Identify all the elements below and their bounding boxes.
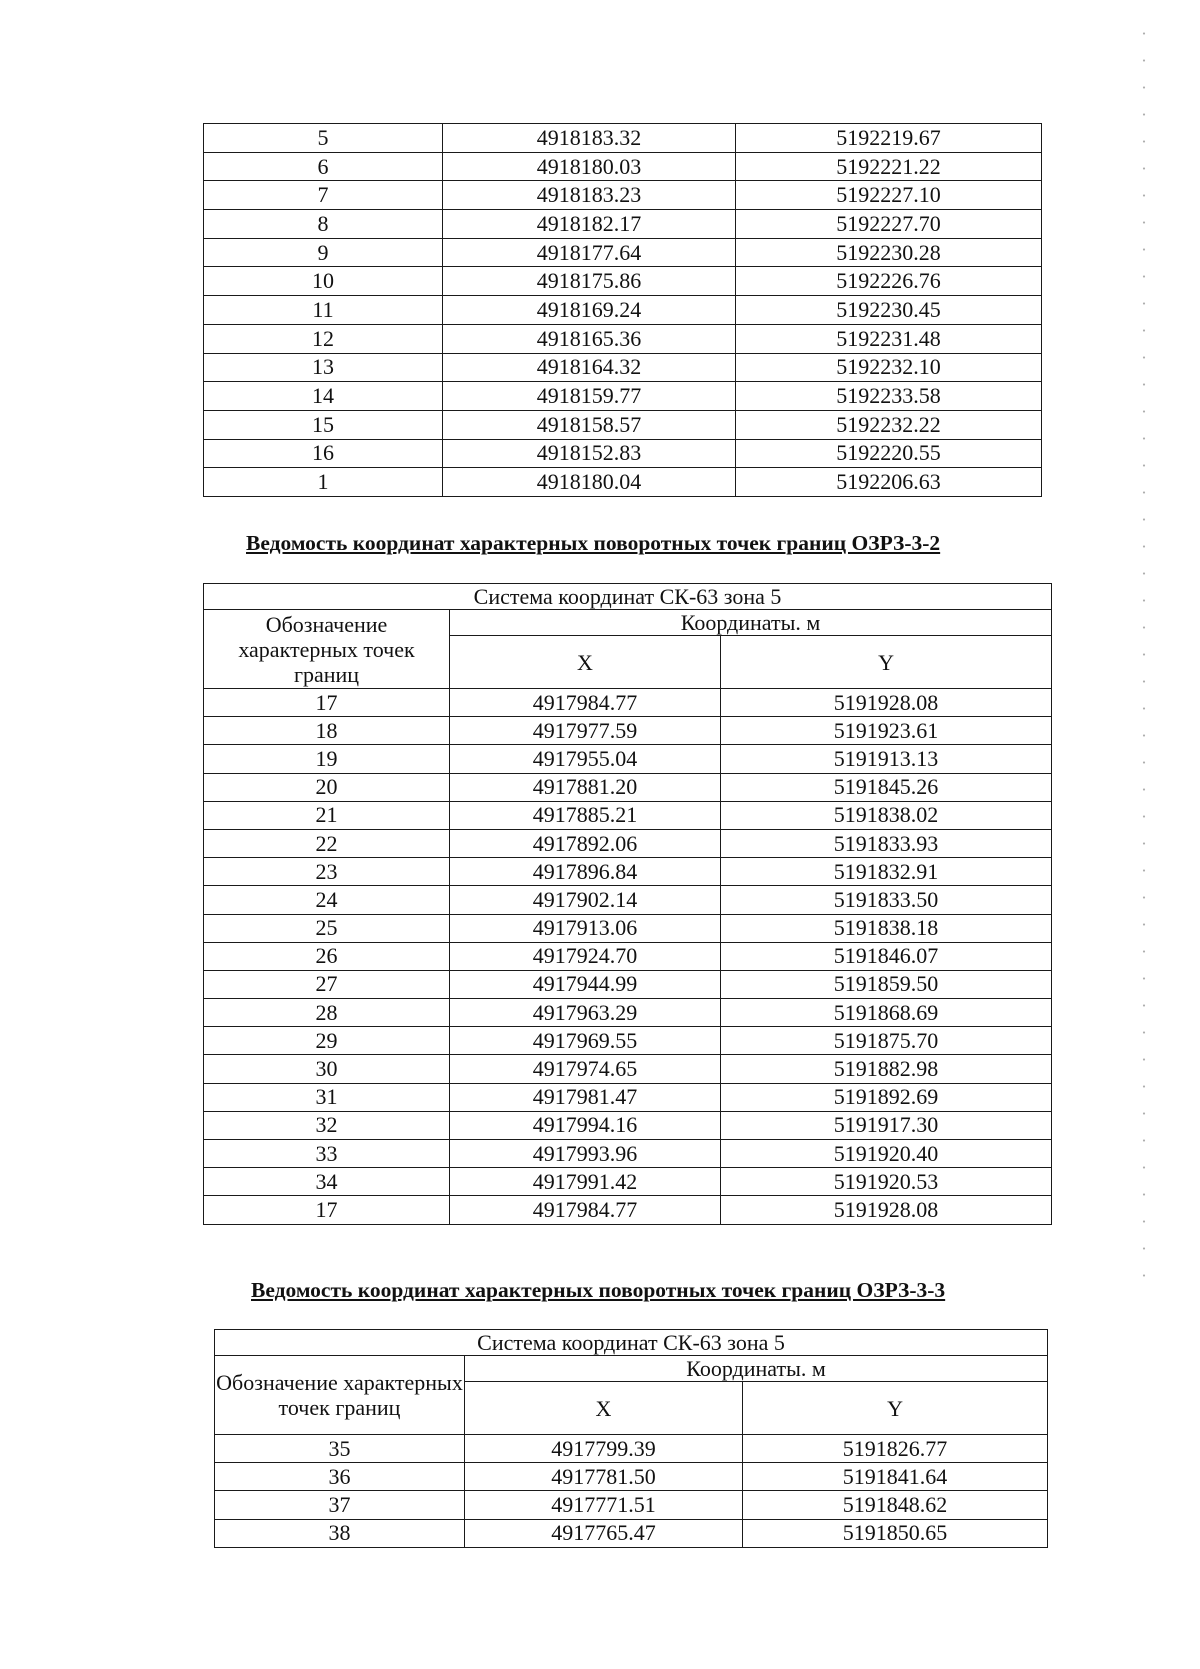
table-row — [204, 970, 1052, 998]
y-coordinate-cell: 5192219.67 — [736, 124, 1042, 153]
point-number-cell: 16 — [204, 439, 443, 468]
point-number-cell: 13 — [204, 353, 443, 382]
header-row-coords — [215, 1356, 1048, 1382]
point-number-cell: 27 — [204, 970, 450, 998]
x-coordinate-cell: 4917881.20 — [450, 773, 721, 801]
point-number-cell: 21 — [204, 801, 450, 829]
point-number-cell: 17 — [204, 1196, 450, 1224]
table-row — [204, 124, 1042, 153]
point-number-cell: 35 — [215, 1435, 465, 1463]
y-coordinate-cell: 5191917.30 — [721, 1111, 1052, 1139]
table-row — [204, 999, 1052, 1027]
point-number-cell: 28 — [204, 999, 450, 1027]
x-coordinate-cell: 4917892.06 — [450, 829, 721, 857]
y-coordinate-cell: 5191913.13 — [721, 745, 1052, 773]
coordinates-table-continuation — [203, 123, 1042, 497]
x-coordinate-cell: 4917799.39 — [465, 1435, 743, 1463]
x-column-header: X — [465, 1382, 743, 1435]
point-number-cell: 33 — [204, 1140, 450, 1168]
table-row — [204, 717, 1052, 745]
y-coordinate-cell: 5192220.55 — [736, 439, 1042, 468]
coordinates-column-header: Координаты. м — [450, 610, 1052, 636]
x-coordinate-cell: 4918183.32 — [443, 124, 736, 153]
table-row — [204, 886, 1052, 914]
x-coordinate-cell: 4917765.47 — [465, 1519, 743, 1547]
table-row — [204, 1055, 1052, 1083]
section-heading-ozrz-3-3: Ведомость координат характерных поворотных точек границ ОЗРЗ-3-3 — [251, 1278, 946, 1302]
table-row — [204, 353, 1042, 382]
point-number-cell: 17 — [204, 689, 450, 717]
table-row — [204, 914, 1052, 942]
point-number-cell: 15 — [204, 410, 443, 439]
point-number-cell: 1 — [204, 468, 443, 497]
y-coordinate-cell: 5192231.48 — [736, 324, 1042, 353]
x-coordinate-cell: 4917969.55 — [450, 1027, 721, 1055]
point-number-cell: 18 — [204, 717, 450, 745]
x-column-header: X — [450, 636, 721, 689]
table-body — [215, 1435, 1048, 1548]
table-row — [204, 1140, 1052, 1168]
x-coordinate-cell: 4917984.77 — [450, 689, 721, 717]
table-row — [204, 382, 1042, 411]
point-number-cell: 25 — [204, 914, 450, 942]
x-coordinate-cell: 4918158.57 — [443, 410, 736, 439]
y-coordinate-cell: 5192227.10 — [736, 181, 1042, 210]
designation-column-header: Обозначение характерных точек границ — [204, 610, 450, 689]
y-coordinate-cell: 5191923.61 — [721, 717, 1052, 745]
point-number-cell: 19 — [204, 745, 450, 773]
point-number-cell: 12 — [204, 324, 443, 353]
table-row — [204, 801, 1052, 829]
x-coordinate-cell: 4918177.64 — [443, 238, 736, 267]
point-number-cell: 26 — [204, 942, 450, 970]
y-coordinate-cell: 5192232.10 — [736, 353, 1042, 382]
y-coordinate-cell: 5192221.22 — [736, 152, 1042, 181]
x-coordinate-cell: 4917955.04 — [450, 745, 721, 773]
point-number-cell: 11 — [204, 296, 443, 325]
y-column-header: Y — [743, 1382, 1048, 1435]
y-coordinate-cell: 5191892.69 — [721, 1083, 1052, 1111]
y-coordinate-cell: 5192230.28 — [736, 238, 1042, 267]
table-row — [204, 468, 1042, 497]
point-number-cell: 7 — [204, 181, 443, 210]
x-coordinate-cell: 4917781.50 — [465, 1463, 743, 1491]
table-body — [204, 689, 1052, 1225]
y-coordinate-cell: 5191826.77 — [743, 1435, 1048, 1463]
y-column-header: Y — [721, 636, 1052, 689]
point-number-cell: 23 — [204, 858, 450, 886]
point-number-cell: 36 — [215, 1463, 465, 1491]
point-number-cell: 29 — [204, 1027, 450, 1055]
point-number-cell: 37 — [215, 1491, 465, 1519]
point-number-cell: 22 — [204, 829, 450, 857]
y-coordinate-cell: 5191882.98 — [721, 1055, 1052, 1083]
table-row — [204, 324, 1042, 353]
table-row — [204, 1111, 1052, 1139]
table-row — [204, 829, 1052, 857]
y-coordinate-cell: 5192227.70 — [736, 210, 1042, 239]
y-coordinate-cell: 5192230.45 — [736, 296, 1042, 325]
table-row — [204, 410, 1042, 439]
header-row-system — [204, 584, 1052, 610]
y-coordinate-cell: 5192226.76 — [736, 267, 1042, 296]
table-body — [204, 124, 1042, 497]
x-coordinate-cell: 4918164.32 — [443, 353, 736, 382]
x-coordinate-cell: 4917963.29 — [450, 999, 721, 1027]
x-coordinate-cell: 4917993.96 — [450, 1140, 721, 1168]
x-coordinate-cell: 4917913.06 — [450, 914, 721, 942]
y-coordinate-cell: 5191841.64 — [743, 1463, 1048, 1491]
y-coordinate-cell: 5191920.40 — [721, 1140, 1052, 1168]
x-coordinate-cell: 4917974.65 — [450, 1055, 721, 1083]
x-coordinate-cell: 4918169.24 — [443, 296, 736, 325]
header-row-coords — [204, 610, 1052, 636]
x-coordinate-cell: 4917771.51 — [465, 1491, 743, 1519]
table-row — [204, 210, 1042, 239]
point-number-cell: 34 — [204, 1168, 450, 1196]
point-number-cell: 32 — [204, 1111, 450, 1139]
y-coordinate-cell: 5191846.07 — [721, 942, 1052, 970]
table-row — [204, 1196, 1052, 1224]
designation-column-header: Обозначение характерных точек границ — [215, 1356, 465, 1435]
y-coordinate-cell: 5191838.18 — [721, 914, 1052, 942]
y-coordinate-cell: 5191928.08 — [721, 1196, 1052, 1224]
x-coordinate-cell: 4918180.04 — [443, 468, 736, 497]
point-number-cell: 8 — [204, 210, 443, 239]
table-row — [204, 689, 1052, 717]
y-coordinate-cell: 5191845.26 — [721, 773, 1052, 801]
point-number-cell: 14 — [204, 382, 443, 411]
table-row — [204, 1027, 1052, 1055]
y-coordinate-cell: 5192232.22 — [736, 410, 1042, 439]
table-row — [204, 745, 1052, 773]
table-row — [215, 1463, 1048, 1491]
x-coordinate-cell: 4917902.14 — [450, 886, 721, 914]
x-coordinate-cell: 4917994.16 — [450, 1111, 721, 1139]
y-coordinate-cell: 5192233.58 — [736, 382, 1042, 411]
y-coordinate-cell: 5192206.63 — [736, 468, 1042, 497]
point-number-cell: 10 — [204, 267, 443, 296]
coordinates-column-header: Координаты. м — [465, 1356, 1048, 1382]
point-number-cell: 24 — [204, 886, 450, 914]
coordinate-system-label: Система координат СК-63 зона 5 — [204, 584, 1052, 610]
table-row — [215, 1435, 1048, 1463]
y-coordinate-cell: 5191875.70 — [721, 1027, 1052, 1055]
x-coordinate-cell: 4917981.47 — [450, 1083, 721, 1111]
x-coordinate-cell: 4917944.99 — [450, 970, 721, 998]
x-coordinate-cell: 4918159.77 — [443, 382, 736, 411]
header-row-system — [215, 1330, 1048, 1356]
point-number-cell: 6 — [204, 152, 443, 181]
table-row — [204, 1083, 1052, 1111]
table-row — [204, 152, 1042, 181]
table-row — [204, 238, 1042, 267]
x-coordinate-cell: 4918175.86 — [443, 267, 736, 296]
y-coordinate-cell: 5191928.08 — [721, 689, 1052, 717]
y-coordinate-cell: 5191832.91 — [721, 858, 1052, 886]
y-coordinate-cell: 5191833.93 — [721, 829, 1052, 857]
coordinates-table-ozrz-3-2 — [203, 583, 1052, 1225]
section-heading-ozrz-3-2: Ведомость координат характерных поворотных точек границ ОЗРЗ-3-2 — [246, 531, 941, 555]
x-coordinate-cell: 4917924.70 — [450, 942, 721, 970]
y-coordinate-cell: 5191848.62 — [743, 1491, 1048, 1519]
table-row — [204, 1168, 1052, 1196]
y-coordinate-cell: 5191920.53 — [721, 1168, 1052, 1196]
x-coordinate-cell: 4917991.42 — [450, 1168, 721, 1196]
y-coordinate-cell: 5191859.50 — [721, 970, 1052, 998]
scan-margin-specks — [1142, 20, 1146, 1280]
x-coordinate-cell: 4918182.17 — [443, 210, 736, 239]
coordinates-table-ozrz-3-3 — [214, 1329, 1048, 1548]
y-coordinate-cell: 5191833.50 — [721, 886, 1052, 914]
y-coordinate-cell: 5191850.65 — [743, 1519, 1048, 1547]
x-coordinate-cell: 4918180.03 — [443, 152, 736, 181]
table-row — [204, 181, 1042, 210]
point-number-cell: 30 — [204, 1055, 450, 1083]
x-coordinate-cell: 4917896.84 — [450, 858, 721, 886]
y-coordinate-cell: 5191868.69 — [721, 999, 1052, 1027]
point-number-cell: 9 — [204, 238, 443, 267]
x-coordinate-cell: 4918152.83 — [443, 439, 736, 468]
point-number-cell: 31 — [204, 1083, 450, 1111]
x-coordinate-cell: 4917885.21 — [450, 801, 721, 829]
x-coordinate-cell: 4918165.36 — [443, 324, 736, 353]
point-number-cell: 38 — [215, 1519, 465, 1547]
point-number-cell: 20 — [204, 773, 450, 801]
y-coordinate-cell: 5191838.02 — [721, 801, 1052, 829]
table-row — [204, 942, 1052, 970]
table-row — [215, 1519, 1048, 1547]
table-row — [204, 267, 1042, 296]
table-row — [204, 773, 1052, 801]
point-number-cell: 5 — [204, 124, 443, 153]
table-header — [215, 1330, 1048, 1435]
x-coordinate-cell: 4917977.59 — [450, 717, 721, 745]
coordinate-system-label: Система координат СК-63 зона 5 — [215, 1330, 1048, 1356]
x-coordinate-cell: 4917984.77 — [450, 1196, 721, 1224]
table-row — [204, 296, 1042, 325]
table-row — [204, 439, 1042, 468]
table-row — [215, 1491, 1048, 1519]
table-header — [204, 584, 1052, 689]
table-row — [204, 858, 1052, 886]
x-coordinate-cell: 4918183.23 — [443, 181, 736, 210]
